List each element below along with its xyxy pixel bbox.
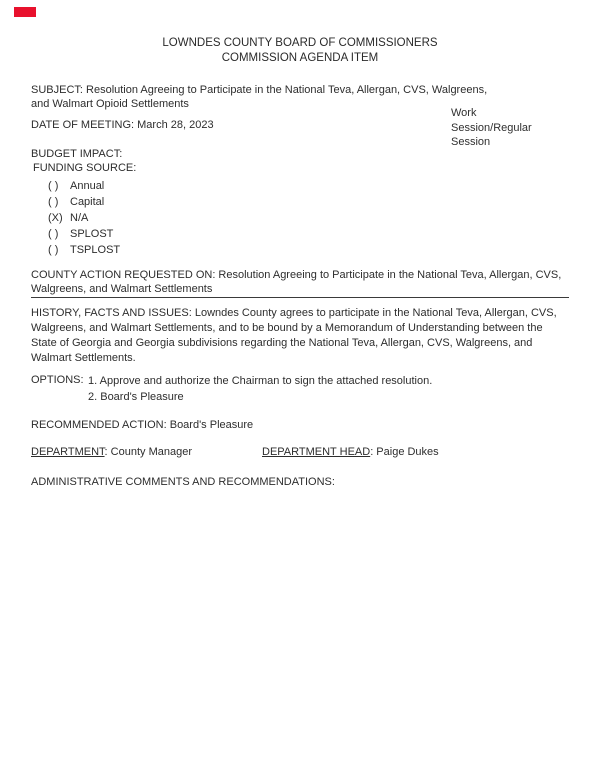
subject-section — [31, 83, 569, 111]
subject-line: SUBJECT: Resolution Agreeing to Participate in the National Teva, Allergan, CVS, Walgreens, — [31, 84, 488, 96]
history-line: HISTORY, FACTS AND ISSUES: Lowndes County agrees to participate in the National Teva, Allergan, CVS, — [31, 307, 557, 319]
recommended-action: RECOMMENDED ACTION: Board's Pleasure — [31, 419, 254, 431]
funding-option-na — [48, 210, 569, 226]
funding-option-tsplost — [48, 242, 569, 258]
options-list — [88, 374, 432, 405]
history-line: Walgreens, and Walmart Settlements, and to be bound by a Memorandum of Understanding between the — [31, 322, 543, 334]
funding-option-annual — [48, 178, 569, 194]
department-row — [31, 445, 569, 459]
document-body — [31, 0, 569, 489]
checkbox-marker: ( ) — [48, 196, 59, 208]
department-value: : County Manager — [104, 446, 192, 458]
meeting-date: DATE OF MEETING: March 28, 2023 — [31, 119, 214, 131]
history-line: State of Georgia and Georgia subdivisions regarding the National Teva, Allergan, CVS, Walgreens, and — [31, 337, 533, 349]
county-action-line: Walgreens, and Walmart Settlements — [31, 283, 213, 295]
department-field — [31, 445, 262, 459]
checkbox-marker: ( ) — [48, 244, 59, 256]
department-head-field — [262, 445, 439, 459]
checkbox-marker-checked: (X) — [48, 212, 63, 224]
checkbox-marker: ( ) — [48, 228, 59, 240]
document-type-title: COMMISSION AGENDA ITEM — [221, 52, 379, 64]
session-line: Session/Regular — [451, 121, 532, 134]
session-line: Work — [451, 107, 477, 119]
funding-source-label: FUNDING SOURCE: — [33, 162, 137, 174]
funding-option-capital — [48, 194, 569, 210]
funding-option-label: TSPLOST — [70, 244, 121, 256]
options-label: OPTIONS: — [31, 374, 84, 386]
funding-option-splost — [48, 226, 569, 242]
funding-options-list — [31, 178, 569, 258]
options-section — [31, 374, 569, 405]
session-line: Session — [451, 136, 491, 148]
funding-option-label: SPLOST — [70, 228, 114, 240]
history-facts-section — [31, 306, 569, 366]
board-title: LOWNDES COUNTY BOARD OF COMMISSIONERS — [162, 37, 438, 49]
funding-option-label: N/A — [70, 212, 89, 224]
department-head-label: DEPARTMENT HEAD — [262, 446, 371, 458]
county-action-section — [31, 268, 569, 298]
option-item: 1. Approve and authorize the Chairman to sign the attached resolution. — [88, 375, 433, 387]
document-header — [31, 36, 569, 66]
funding-option-label: Annual — [70, 180, 105, 192]
history-line: Walmart Settlements. — [31, 352, 136, 364]
county-action-line: COUNTY ACTION REQUESTED ON: Resolution Agreeing to Participate in the National Teva, Allergan, CVS, — [31, 269, 562, 281]
department-head-value: : Paige Dukes — [370, 446, 439, 458]
administrative-comments: ADMINISTRATIVE COMMENTS AND RECOMMENDATIONS: — [31, 476, 335, 488]
funding-option-label: Capital — [70, 196, 105, 208]
option-item: 2. Board's Pleasure — [88, 390, 184, 403]
subject-line: and Walmart Opioid Settlements — [31, 98, 189, 110]
checkbox-marker: ( ) — [48, 180, 59, 192]
department-label: DEPARTMENT — [31, 446, 105, 458]
budget-impact-label: BUDGET IMPACT: — [31, 148, 123, 160]
